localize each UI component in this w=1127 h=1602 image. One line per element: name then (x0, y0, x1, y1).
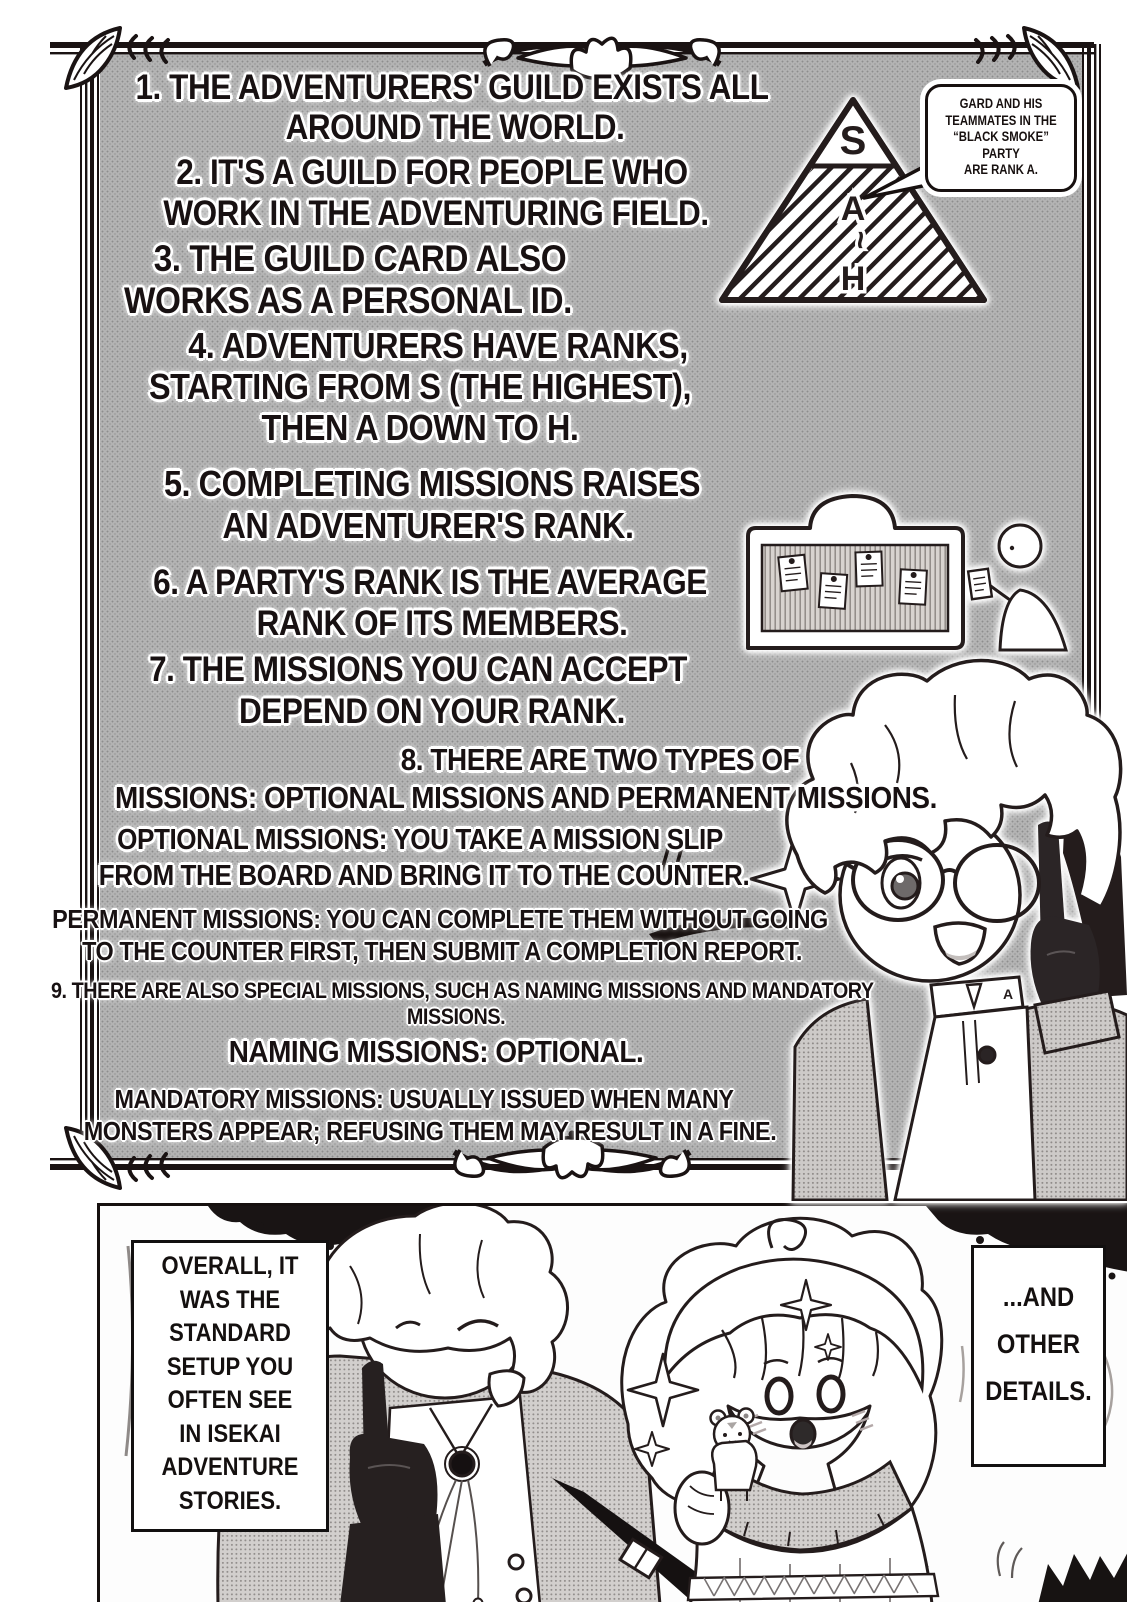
rule-line: 5. COMPLETING MISSIONS RAISES (163, 463, 701, 504)
rule-line: OPTIONAL MISSIONS: YOU TAKE A MISSION SLIP (117, 824, 723, 856)
caption-line: IN ISEKAI (179, 1419, 281, 1448)
rule-line: AROUND THE WORLD. (285, 108, 625, 147)
rule-line: NAMING MISSIONS: OPTIONAL. (228, 1034, 644, 1069)
speech-bubble (925, 84, 1077, 192)
rank-a-label: A (840, 190, 866, 228)
shoulder-creature (711, 1409, 757, 1502)
guild-member-browsing (968, 525, 1066, 650)
rule-line: 7. THE MISSIONS YOU CAN ACCEPT (149, 650, 687, 689)
caption-line: DETAILS. (985, 1376, 1092, 1406)
boy-shirt (895, 1007, 1035, 1200)
caption-line: SETUP YOU (166, 1352, 294, 1381)
rule-line: 4. ADVENTURERS HAVE RANKS, (188, 325, 688, 366)
bubble-line: ARE RANK A. (964, 162, 1038, 177)
narration-box-right (971, 1245, 1106, 1467)
narration-box-left (131, 1240, 329, 1532)
bubble-line: GARD AND HIS (959, 96, 1043, 111)
rule-line: 8. THERE ARE TWO TYPES OF (400, 742, 800, 777)
rule-line: 1. THE ADVENTURERS' GUILD EXISTS ALL (135, 68, 769, 107)
rule-line: AN ADVENTURER'S RANK. (222, 505, 634, 546)
rule-line: 3. THE GUILD CARD ALSO (153, 238, 567, 279)
rule-line: 2. IT'S A GUILD FOR PEOPLE WHO (176, 153, 688, 192)
girl-open-mouth (791, 1420, 815, 1448)
rule-line: 6. A PARTY'S RANK IS THE AVERAGE (153, 563, 707, 602)
svg-text:A: A (1003, 986, 1014, 1002)
girl-eye-left (767, 1379, 791, 1413)
rule-line: MANDATORY MISSIONS: USUALLY ISSUED WHEN MANY (114, 1084, 734, 1114)
caption-line: STORIES. (178, 1486, 282, 1515)
rule-line: WORKS AS A PERSONAL ID. (124, 280, 572, 321)
rule-line: MISSIONS. (406, 1004, 506, 1029)
rule-line: DEPEND ON YOUR RANK. (239, 692, 625, 731)
caption-line: ...AND (1002, 1282, 1075, 1312)
rank-h-label: H (840, 260, 866, 298)
girl-eye-right (819, 1377, 843, 1411)
rule-line: TO THE COUNTER FIRST, THEN SUBMIT A COMPLETION REPORT. (82, 936, 802, 966)
rule-line: 9. THERE ARE ALSO SPECIAL MISSIONS, SUCH AS NAMING MISSIONS AND MANDATORY (51, 978, 874, 1003)
rule-line: RANK OF ITS MEMBERS. (256, 604, 628, 643)
rule-line: MISSIONS: OPTIONAL MISSIONS AND PERMANENT MISSIONS. (115, 780, 937, 815)
caption-line: OFTEN SEE (167, 1386, 293, 1414)
bubble-line: “BLACK SMOKE” PARTY (953, 129, 1049, 161)
caption-line: OTHER (996, 1329, 1081, 1359)
rule-line: FROM THE BOARD AND BRING IT TO THE COUNTER. (98, 860, 750, 892)
rank-tilde-label: ~ (843, 230, 879, 250)
caption-line: OVERALL, IT (161, 1252, 299, 1280)
girl-belt-trim (688, 1574, 938, 1600)
bubble-line: TEAMMATES IN THE (945, 112, 1057, 128)
girl-character (622, 1218, 942, 1602)
rule-line: PERMANENT MISSIONS: YOU CAN COMPLETE THEM WITHOUT GOING (52, 904, 828, 934)
caption-line: ADVENTURE (161, 1453, 299, 1481)
caption-line: WAS THE (179, 1285, 281, 1314)
outdoor-scene-panel (97, 1203, 1127, 1602)
rank-s-label: S (839, 119, 867, 163)
boy-brooch (450, 1452, 474, 1476)
rule-line: THEN A DOWN TO H. (261, 407, 579, 448)
rule-line: MONSTERS APPEAR; REFUSING THEM MAY RESULT IN A FINE. (83, 1116, 777, 1146)
caption-line: STANDARD (169, 1319, 291, 1347)
rule-line: WORK IN THE ADVENTURING FIELD. (163, 194, 709, 233)
rule-line: STARTING FROM S (THE HIGHEST), (148, 366, 692, 407)
